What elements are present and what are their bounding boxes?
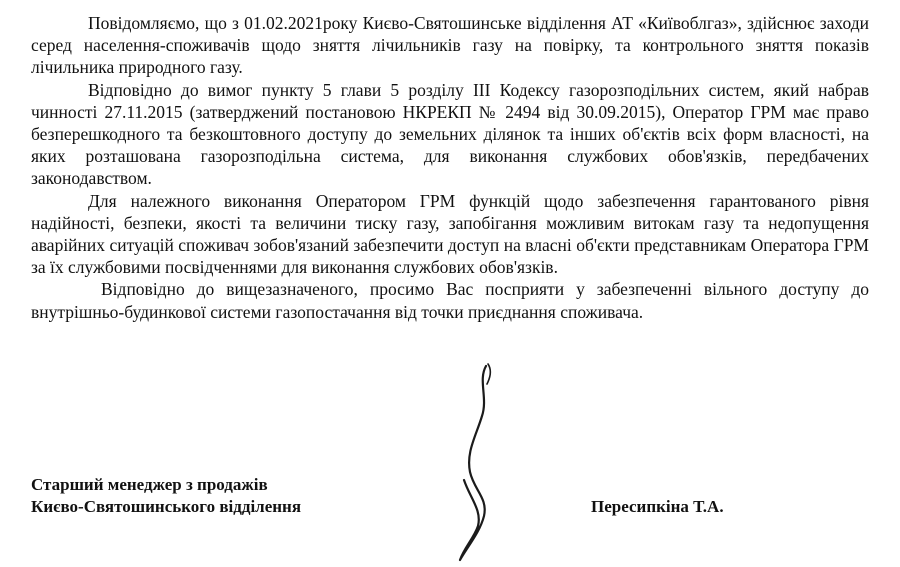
handwritten-signature	[430, 360, 530, 567]
paragraph-legal-basis: Відповідно до вимог пункту 5 глави 5 розділу ІІІ Кодексу газорозподільних систем, який набрав чинності 27.11.2015 (затверджений постановою НКРЕКП № 2494 від 30.09.2015), Оператор ГРМ має право безперешкодного та безкоштовного доступу до земельних ділянок та інших об'єктів всіх форм власності, на яких розташована газорозподільна система, для виконання службових обов'язків, передбачених законодавством.	[31, 79, 869, 189]
signatory-name: Пересипкіна Т.А.	[591, 497, 724, 516]
letter-body	[31, 12, 869, 323]
signatory-position	[31, 474, 301, 518]
paragraph-notice: Повідомляємо, що з 01.02.2021року Києво-Святошинське відділення АТ «Київоблгаз», здійснює заходи серед населення-споживачів щодо зняття лічильників газу на повірку, та контрольного зняття показів лічильника природного газу.	[31, 13, 869, 78]
paragraph-request: Відповідно до вищезазначеного, просимо Вас посприяти у забезпеченні вільного доступу до внутрішньо-будинкової системи газопостачання від точки приєднання споживача.	[31, 279, 869, 322]
signatory-position-title: Старший менеджер з продажів	[31, 475, 268, 494]
paragraph-obligations: Для належного виконання Оператором ГРМ функцій щодо забезпечення гарантованого рівня надійності, безпеки, якості та величини тиску газу, запобігання можливим витокам газу та недопущення аварійних ситуацій споживач зобов'язаний забезпечити доступ на власні об'єкти представникам Оператора ГРМ за їх службовими посвідченнями для виконання службових обов'язків.	[31, 190, 869, 278]
signatory-department: Києво-Святошинського відділення	[31, 497, 302, 516]
